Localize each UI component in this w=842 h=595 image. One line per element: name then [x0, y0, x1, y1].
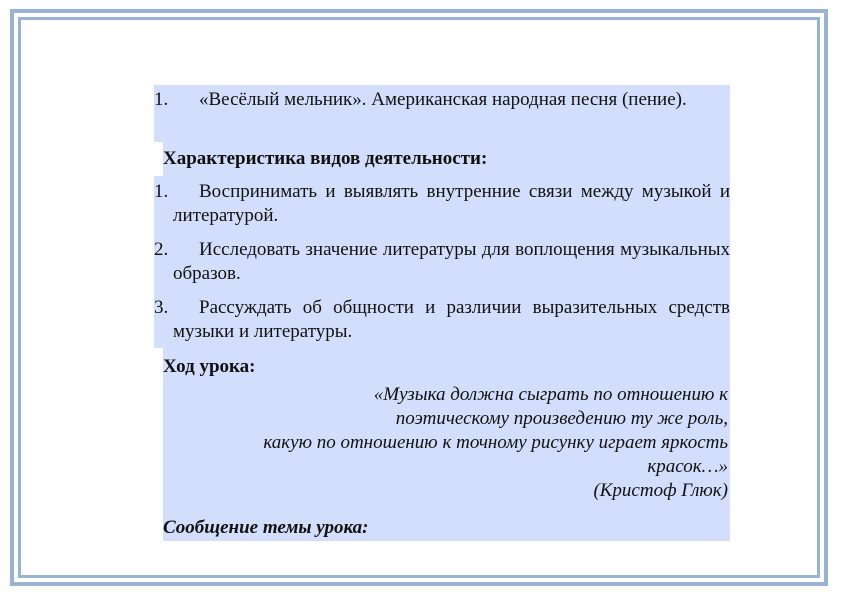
list-text: Воспринимать и выявлять внутренние связи между музыкой и литературой.	[173, 181, 730, 226]
song-list-item	[154, 88, 730, 112]
activities-heading: Характеристика видов деятельности:	[163, 148, 488, 169]
list-text: Исследовать значение литературы для воплощения музыкальных образов.	[173, 239, 730, 284]
list-text: «Весёлый мельник». Американская народная песня (пение).	[199, 89, 687, 110]
list-text: Рассуждать об общности и различии выразительных средств музыки и литературы.	[173, 297, 730, 342]
activity-item-1	[154, 180, 730, 228]
activity-item-2	[154, 238, 730, 286]
quote-author: (Кристоф Глюк)	[593, 480, 728, 501]
quote-line: поэтическому произведению ту же роль,	[395, 408, 728, 429]
list-number: 2.	[154, 239, 169, 260]
quote-line: красок…»	[647, 456, 728, 477]
list-number: 1.	[154, 181, 169, 202]
topic-heading: Сообщение темы урока:	[163, 517, 369, 538]
list-number: 3.	[154, 297, 169, 318]
epigraph-quote	[163, 383, 730, 503]
activity-item-3	[154, 296, 730, 344]
list-number: 1.	[154, 89, 169, 110]
quote-line: какую по отношению к точному рисунку играет яркость	[263, 432, 728, 453]
quote-line: «Музыка должна сыграть по отношению к	[373, 384, 728, 405]
lesson-heading: Ход урока:	[163, 356, 256, 377]
